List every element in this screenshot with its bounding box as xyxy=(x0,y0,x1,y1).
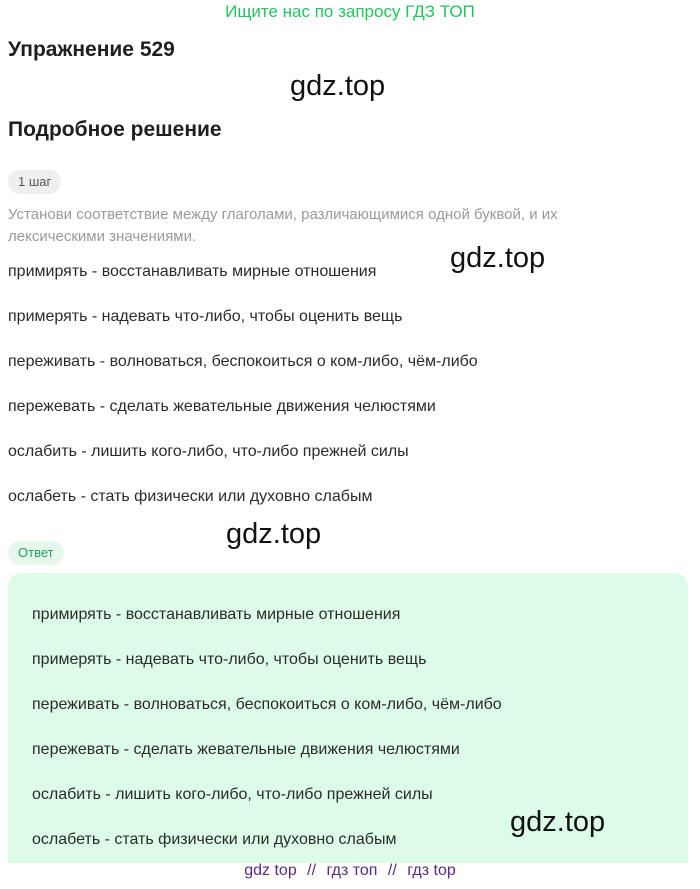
answer-line: пережевать - сделать жевательные движения челюстями xyxy=(32,741,460,758)
search-banner-link[interactable]: Ищите нас по запросу ГДЗ ТОП xyxy=(225,2,475,21)
answer-line: ослабить - лишить кого-либо, что-либо прежней силы xyxy=(32,786,433,803)
watermark: gdz.top xyxy=(290,70,386,102)
solution-line: ослабить - лишить кого-либо, что-либо прежней силы xyxy=(8,443,409,460)
footer-link[interactable]: гдз top xyxy=(407,862,456,879)
solution-line: ослабеть - стать физически или духовно слабым xyxy=(8,488,373,505)
solution-line: примирять - восстанавливать мирные отношения xyxy=(8,263,377,280)
watermark: gdz.top xyxy=(450,242,546,274)
exercise-title: Упражнение 529 xyxy=(8,38,175,61)
step-hint: Установи соответствие между глаголами, различающимися одной буквой, и их лексическими значениями. xyxy=(8,206,558,245)
solution-heading: Подробное решение xyxy=(8,118,222,141)
footer-links xyxy=(0,862,700,880)
answer-line: ослабеть - стать физически или духовно слабым xyxy=(32,831,397,848)
answer-badge: Ответ xyxy=(8,541,64,565)
footer-separator: // xyxy=(387,862,397,879)
answer-line: переживать - волноваться, беспокоиться о ком-либо, чём-либо xyxy=(32,696,502,713)
solution-line: примерять - надевать что-либо, чтобы оценить вещь xyxy=(8,308,403,325)
watermark: gdz.top xyxy=(226,518,322,550)
answer-line: примирять - восстанавливать мирные отношения xyxy=(32,606,401,623)
solution-line: пережевать - сделать жевательные движения челюстями xyxy=(8,398,436,415)
footer-link[interactable]: гдз топ xyxy=(326,862,378,879)
watermark: gdz.top xyxy=(510,806,606,838)
answer-line: примерять - надевать что-либо, чтобы оценить вещь xyxy=(32,651,427,668)
solution-line: переживать - волноваться, беспокоиться о ком-либо, чём-либо xyxy=(8,353,478,370)
step-badge: 1 шаг xyxy=(8,170,61,194)
footer-link[interactable]: gdz top xyxy=(244,862,297,879)
footer-separator: // xyxy=(307,862,317,879)
